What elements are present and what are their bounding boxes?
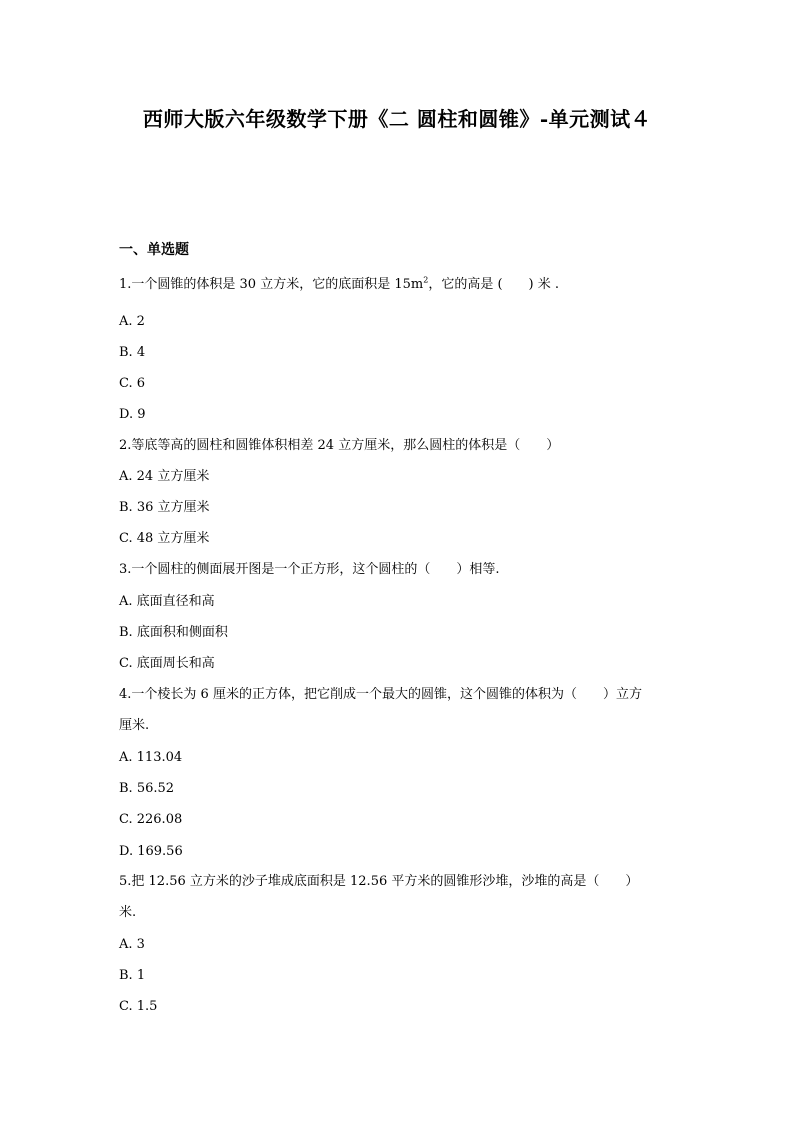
section-heading: 一、单选题: [119, 242, 189, 258]
question-4-option-a: A. 113.04: [119, 750, 183, 765]
question-5-stem-line-2: 米.: [119, 905, 137, 920]
question-2-option-b: B. 36 立方厘米: [119, 500, 210, 515]
question-4-stem-line-2: 厘米.: [119, 718, 150, 733]
question-2-option-a: A. 24 立方厘米: [119, 469, 210, 484]
question-5-option-b: B. 1: [119, 968, 146, 983]
question-2-option-c: C. 48 立方厘米: [119, 531, 210, 546]
question-1-option-c: C. 6: [119, 376, 146, 391]
question-5-option-c: C. 1.5: [119, 999, 158, 1014]
question-2-stem: 2.等底等高的圆柱和圆锥体积相差 24 立方厘米，那么圆柱的体积是（ ）: [119, 438, 560, 453]
question-3-option-c: C. 底面周长和高: [119, 656, 215, 671]
question-3-stem: 3.一个圆柱的侧面展开图是一个正方形，这个圆柱的（ ）相等.: [119, 562, 500, 577]
question-1-option-d: D. 9: [119, 407, 146, 422]
question-1-option-a: A. 2: [119, 314, 145, 329]
question-5-stem-line-1: 5.把 12.56 立方米的沙子堆成底面积是 12.56 平方米的圆锥形沙堆，沙堆的高是（ ）: [119, 874, 639, 889]
question-3-option-b: B. 底面积和侧面积: [119, 625, 228, 640]
question-4-option-c: C. 226.08: [119, 812, 183, 827]
question-4-stem-line-1: 4.一个棱长为 6 厘米的正方体，把它削成一个最大的圆锥，这个圆锥的体积为（ ）立方: [119, 687, 642, 702]
question-4-option-b: B. 56.52: [119, 781, 175, 796]
question-1-stem: [119, 276, 559, 294]
question-4-option-d: D. 169.56: [119, 844, 183, 859]
question-1-stem-part-1: 1.一个圆锥的体积是 30 立方米，它的底面积是 15m: [119, 277, 424, 292]
question-3-option-a: A. 底面直径和高: [119, 594, 215, 609]
question-1-option-b: B. 4: [119, 345, 146, 360]
document-title: 西师大版六年级数学下册《二 圆柱和圆锥》-单元测试４: [142, 107, 652, 131]
question-1-superscript: 2: [423, 275, 429, 285]
question-1-stem-part-2: ，它的高是 ( ) 米 .: [428, 277, 559, 292]
question-5-option-a: A. 3: [119, 937, 145, 952]
